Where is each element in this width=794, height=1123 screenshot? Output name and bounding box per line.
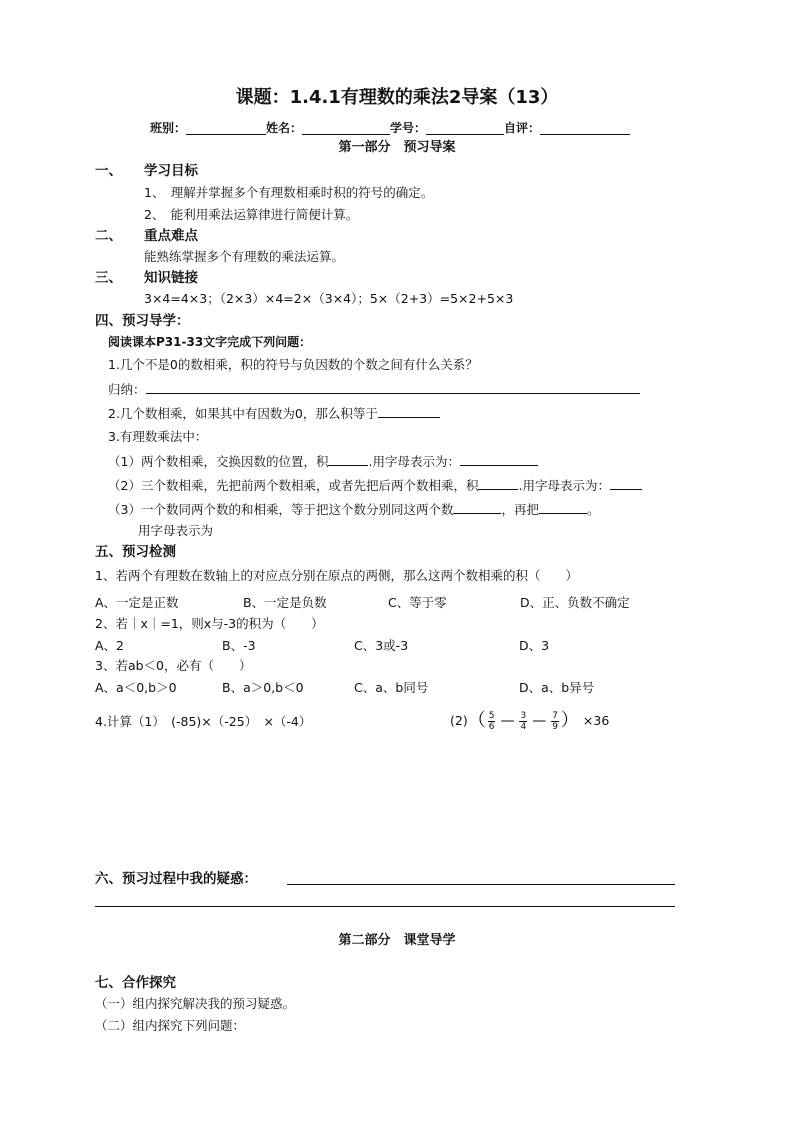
s5-q1-opt-b: B、一定是负数	[243, 595, 327, 610]
s4-q1-blank[interactable]	[146, 381, 640, 394]
part1-heading: 第一部分 预习导案	[338, 140, 456, 155]
s5-q3-opt-d: D、a、b异号	[519, 680, 595, 695]
s4-q3c-blank-1[interactable]	[453, 501, 501, 514]
s6-title	[95, 871, 257, 887]
s4-q3a-mid: .用字母表示为：	[368, 454, 460, 469]
frac3-den: 9	[552, 721, 558, 732]
eval-label: 自评：	[504, 121, 541, 135]
frac1-num: 5	[488, 710, 495, 721]
s5-q4-rparen: ）	[560, 710, 579, 731]
s5-q1: 1、若两个有理数在数轴上的对应点分别在原点的两侧，那么这两个数相乘的积（ ）	[95, 568, 578, 583]
s6-title-text: 六、预习过程中我的疑惑：	[95, 871, 257, 887]
s1-item-1: 1、 理解并掌握多个有理数相乘时积的符号的确定。	[144, 185, 434, 200]
s4-q3a-pre: （1）两个数相乘，交换因数的位置，积	[108, 454, 329, 469]
s5-q2-opt-b: B、-3	[222, 638, 256, 653]
s4-q3b-blank-1[interactable]	[478, 477, 518, 490]
frac3-num: 7	[552, 710, 558, 721]
s5-q3-opt-a: A、a＜0,b＞0	[95, 680, 177, 695]
s2-title: 重点难点	[144, 228, 198, 244]
s4-q3a	[108, 453, 538, 470]
s3-num: 三、	[95, 270, 122, 286]
s3-title: 知识链接	[144, 270, 198, 286]
s5-q2-opt-a: A、2	[95, 638, 125, 653]
s4-q3a-blank-2[interactable]	[460, 453, 538, 466]
s5-q2-opt-c: C、3或-3	[354, 638, 409, 653]
name-label: 姓名：	[266, 121, 303, 135]
s5-q1-opt-d: D、正、负数不确定	[520, 595, 630, 610]
s4-q1-label: 归纳：	[108, 382, 146, 397]
s1-title: 学习目标	[144, 163, 198, 179]
s7-title: 七、合作探究	[95, 975, 176, 991]
s4-q3: 3.有理数乘法中：	[108, 429, 208, 444]
s5-title: 五、预习检测	[95, 544, 176, 560]
class-label: 班别：	[150, 121, 187, 135]
id-label: 学号：	[390, 121, 427, 135]
s4-q1-summary	[108, 381, 640, 398]
s7-item-2: （二）组内探究下列问题：	[95, 1018, 246, 1033]
s5-q3-opt-b: B、a＞0,b＜0	[222, 680, 304, 695]
name-blank[interactable]	[302, 122, 390, 135]
fraction-3-4	[519, 711, 527, 732]
s4-q3c-line2: 用字母表示为	[138, 523, 214, 538]
s1-num: 一、	[95, 163, 122, 179]
s2-num: 二、	[95, 228, 122, 244]
s5-q4-multiplier: ×36	[582, 713, 610, 728]
s4-q1: 1.几个不是0的数相乘，积的符号与负因数的个数之间有什么关系？	[108, 357, 478, 372]
s4-read: 阅读课本P31-33文字完成下列问题：	[108, 335, 312, 349]
s5-q2-opt-d: D、3	[519, 638, 550, 653]
s4-q3b-pre: （2）三个数相乘，先把前两个数相乘，或者先把后两个数相乘，积	[108, 478, 479, 493]
s5-q4-part2	[450, 705, 609, 737]
s4-q2-text: 2.几个数相乘，如果其中有因数为0，那么积等于	[108, 406, 378, 421]
s5-q4-part1: 4.计算（1） (-85)×（-25） ×（-4）	[95, 714, 312, 729]
s2-text: 能熟练掌握多个有理数的乘法运算。	[144, 249, 345, 264]
s4-q3c	[108, 501, 600, 518]
s5-q4-part2-label: (2)	[450, 713, 468, 728]
minus-sign-2: —	[532, 713, 547, 729]
s4-q2-blank[interactable]	[378, 405, 440, 418]
s4-q3c-end: 。	[586, 502, 600, 517]
eval-blank[interactable]	[540, 122, 630, 135]
s5-q1-opt-c: C、等于零	[388, 595, 447, 610]
s4-q3b	[108, 477, 642, 494]
s3-text: 3×4=4×3；（2×3）×4=2×（3×4）；5×（2+3）=5×2+5×3	[144, 291, 514, 306]
s6-answer-line-2[interactable]	[95, 906, 675, 907]
s5-q3-opt-c: C、a、b同号	[354, 680, 429, 695]
frac2-den: 4	[520, 721, 527, 732]
s4-q3b-blank-2[interactable]	[610, 477, 642, 490]
s4-title: 四、预习导学：	[95, 313, 190, 329]
s4-q3c-pre: （3）一个数同两个数的和相乘，等于把这个数分别同这两个数	[108, 502, 454, 517]
frac1-den: 6	[488, 721, 495, 732]
s6-answer-line-1[interactable]	[287, 884, 675, 885]
fraction-5-6	[488, 711, 496, 732]
s4-q2	[108, 405, 440, 422]
page-title: 课题：1.4.1有理数的乘法2导案（13）	[235, 87, 559, 108]
s5-q4-lparen: （	[467, 710, 486, 731]
fraction-7-9	[551, 711, 559, 732]
frac2-num: 3	[520, 710, 527, 721]
s4-q3c-mid: ，再把	[501, 502, 539, 517]
s5-q2: 2、若｜x｜=1，则x与-3的积为（ ）	[95, 616, 324, 631]
class-blank[interactable]	[186, 122, 266, 135]
s4-q3c-blank-2[interactable]	[539, 501, 587, 514]
minus-sign-1: —	[500, 713, 515, 729]
s5-q3: 3、若ab＜0，必有（ ）	[95, 658, 252, 673]
s4-q3b-mid: .用字母表示为：	[518, 478, 610, 493]
student-info-row	[150, 121, 630, 135]
part2-heading: 第二部分 课堂导学	[338, 933, 456, 948]
s4-q3a-blank-1[interactable]	[328, 453, 368, 466]
id-blank[interactable]	[426, 122, 504, 135]
s1-item-2: 2、 能利用乘法运算律进行简便计算。	[144, 207, 359, 222]
s5-q1-opt-a: A、一定是正数	[95, 595, 179, 610]
s7-item-1: （一）组内探究解决我的预习疑惑。	[95, 996, 296, 1011]
